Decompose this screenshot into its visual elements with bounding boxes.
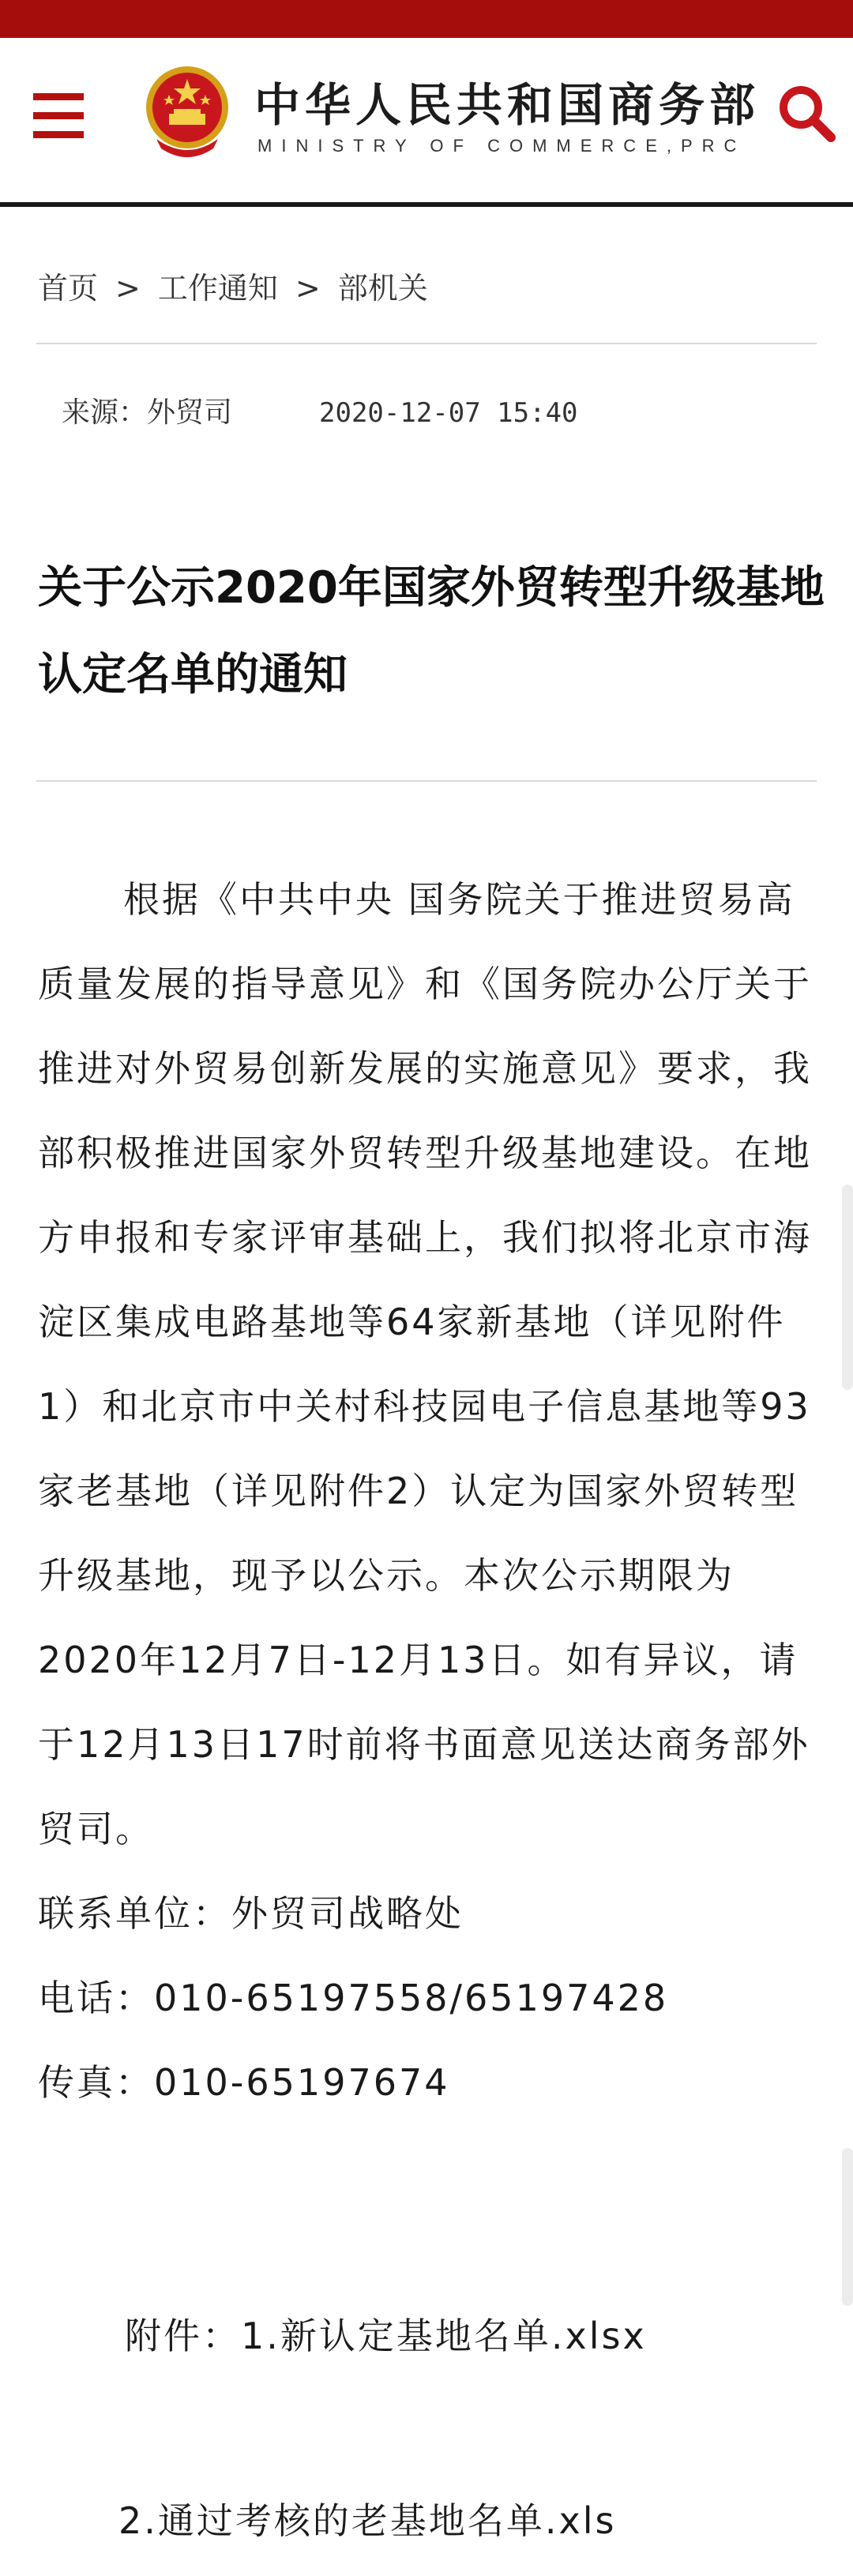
title-divider bbox=[36, 780, 817, 782]
breadcrumb bbox=[38, 264, 428, 305]
menu-icon[interactable] bbox=[33, 93, 84, 144]
national-emblem-icon bbox=[141, 62, 234, 163]
attachments-block bbox=[125, 2308, 647, 2360]
contact-unit: 联系单位：外贸司战略处 bbox=[38, 1892, 464, 1935]
breadcrumb-separator: > bbox=[295, 271, 321, 306]
search-icon[interactable] bbox=[776, 82, 837, 144]
article-title: 关于公示2020年国家外贸转型升级基地认定名单的通知 bbox=[38, 562, 825, 700]
article-date: 2020-12-07 15:40 bbox=[319, 397, 578, 429]
attachment-link-2[interactable]: 2.通过考核的老基地名单.xls bbox=[118, 2499, 617, 2542]
attachments-label: 附件： bbox=[125, 2315, 241, 2357]
article-meta bbox=[62, 390, 578, 430]
article-body bbox=[38, 858, 821, 2125]
breadcrumb-divider bbox=[36, 343, 817, 344]
article-paragraph: 根据《中共中央 国务院关于推进贸易高质量发展的指导意见》和《国务院办公厅关于推进对外贸易创新发展的实施意见》要求，我部积极推进国家外贸转型升级基地建设。在地方申报和专家评审基础上，我们拟将北京市海淀区集成电路基地等64家新基地（详见附件1）和北京市中关村科技园电子信息基地等93家老基地（详见附件2）认定为国家外贸转型升级基地，现予以公示。本次公示期限为2020年12月7日-12月13日。如有异议，请于12月13日17时前将书面意见送达商务部外贸司。 bbox=[38, 878, 812, 1850]
site-subtitle: MINISTRY OF COMMERCE,PRC bbox=[257, 136, 746, 156]
attachment-link-1[interactable]: 1.新认定基地名单.xlsx bbox=[241, 2315, 647, 2357]
breadcrumb-separator: > bbox=[115, 271, 141, 306]
breadcrumb-home[interactable]: 首页 bbox=[38, 271, 99, 306]
contact-fax: 传真：010-65197674 bbox=[38, 2061, 450, 2104]
article-source: 来源：外贸司 bbox=[62, 396, 233, 429]
scrollbar-thumb[interactable] bbox=[842, 1185, 853, 1390]
site-title: 中华人民共和国商务部 bbox=[254, 78, 761, 132]
scrollbar-thumb-lower[interactable] bbox=[842, 2148, 853, 2306]
attachments-block-2 bbox=[118, 2492, 616, 2544]
breadcrumb-work-notices[interactable]: 工作通知 bbox=[157, 271, 278, 306]
site-header bbox=[0, 38, 853, 202]
breadcrumb-department[interactable]: 部机关 bbox=[337, 271, 428, 306]
contact-phone: 电话：010-65197558/65197428 bbox=[38, 1977, 669, 2019]
header-divider bbox=[0, 202, 853, 207]
top-brand-bar bbox=[0, 0, 853, 38]
